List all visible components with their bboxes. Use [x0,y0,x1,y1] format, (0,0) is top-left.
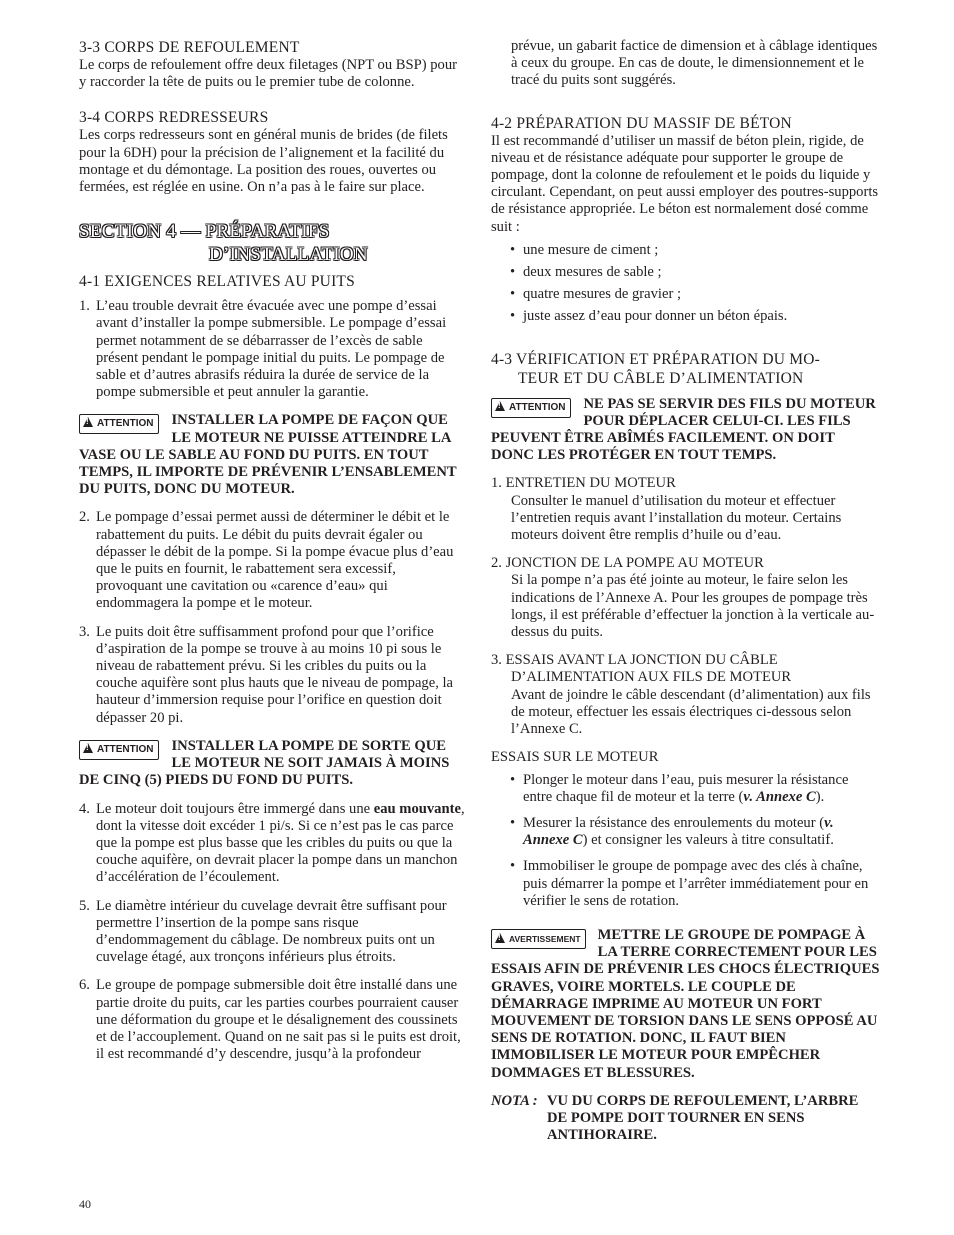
nota-text: VU DU CORPS DE REFOULEMENT, L’ARBRE DE POMPE DOIT TOURNER EN SENS ANTIHORAIRE. [547,1092,859,1144]
subsection-3-heading: 3. ESSAIS AVANT LA JONCTION DU CÂBLE D’ALIMENTATION AUX FILS DE MOTEUR [491,652,792,686]
section-3-3-text: Le corps de refoulement offre deux filetages (NPT ou BSP) pour y raccorder la tête de puits ou le premier tube de colonne. [79,57,457,91]
attention-badge: !ATTENTION [79,740,159,760]
attention-warning-2: !ATTENTION INSTALLER LA POMPE DE SORTE QUE LE MOTEUR NE SOIT JAMAIS À MOINS DE CINQ (5) PIEDS DU FOND DU PUITS. [79,738,465,790]
warning-triangle-icon [83,743,93,753]
left-column [79,38,465,1063]
list-item: 6. Le groupe de pompage submersible doit être installé dans une partie droite du puits, car les parties courbes pourraient causer une déformation du groupe et le désalignement des coussinets et de l’accouplement. Quand on ne sait pas si le puits est droit, il est recommandé d’y descendre, jusqu’à la profondeur [79,977,461,1063]
list-item: • quatre mesures de gravier ; [510,286,682,303]
section-3-4-text: Les corps redresseurs sont en général munis de brides (de filets pour la 6DH) pour la précision de l’alignement et la facilité du montage et du démontage. La position des roues, ouvertes ou fermées, est réglée en usine. On n’a pas à le faire sur place. [79,127,448,196]
subsection-2-text: Si la pompe n’a pas été jointe au moteur, le faire selon les indications de l’Annexe A. Pour les groupes de pompage très longs, il est préférable d’effectuer la jonction à la verticale au-dessus du puits. [511,572,875,641]
avertissement-badge: !AVERTISSEMENT [491,929,586,949]
subsection-3-text: Avant de joindre le câble descendant (d’alimentation) aux fils de moteur, effectuer les essais électriques ci-dessous selon l’Annexe C. [511,686,871,738]
subsection-1-text: Consulter le manuel d’utilisation du moteur et effectuer l’entretien requis avant l’installation du moteur. Certains moteurs doivent être remplis d’huile ou d’eau. [511,492,842,544]
section-4-2-title: 4-2 PRÉPARATION DU MASSIF DE BÉTON [491,114,792,132]
attention-warning-3: !ATTENTION NE PAS SE SERVIR DES FILS DU MOTEUR POUR DÉPLACER CELUI-CI. LES FILS PEUVENT ÊTRE ABÎMÉS FACILEMENT. ON DOIT DONC LES PROTÉGER EN TOUT TEMPS. [491,396,881,465]
warning-notice: !AVERTISSEMENT METTRE LE GROUPE DE POMPAGE À LA TERRE CORRECTEMENT POUR LES ESSAIS AFIN DE PRÉVENIR LES CHOCS ÉLECTRIQUES GRAVES, VOIRE MORTELS. LE COUPLE DE DÉMARRAGE IMPRIME AU MOTEUR UN FORT MOUVEMENT DE TORSION DANS LE SENS OPPOSÉ AU SENS DE ROTATION. DONC, IL FAUT BIEN IMMOBILISER LE MOTEUR POUR EMPÊCHER DOMMAGES ET BLESSURES. [491,927,881,1082]
subsection-1-heading: 1. ENTRETIEN DU MOTEUR [491,475,676,492]
subsection-2-heading: 2. JONCTION DE LA POMPE AU MOTEUR [491,555,764,572]
nota-label: NOTA : [491,1092,538,1109]
list-item: • Mesurer la résistance des enroulements du moteur (v. Annexe C) et consigner les valeurs à titre consultatif. [510,814,834,849]
warning-triangle-icon [495,401,505,411]
section-4-title [79,220,465,266]
list-item: • juste assez d’eau pour donner un béton épais. [510,308,788,325]
concrete-mix-list [491,242,881,326]
attention-badge: !ATTENTION [79,414,159,434]
list-item: 4. Le moteur doit toujours être immergé dans une eau mouvante, dont la vitesse doit excéder 1 pi/s. Si ce n’est pas le cas parce que la pompe est plus basse que les cribles du puits ou que la couche aquifère, on devrait placer la pompe dans un manchon d’accélération de l’écoulement. [79,800,465,886]
attention-warning-1: !ATTENTION INSTALLER LA POMPE DE FAÇON QUE LE MOTEUR NE PUISSE ATTEINDRE LA VASE OU LE SABLE AU FOND DU PUITS. EN TOUT TEMPS, IL IMPORTE DE PRÉVENIR L’ENSABLEMENT DU PUITS, DONC DU MOTEUR. [79,412,465,498]
list-item: 3. Le puits doit être suffisamment profond pour que l’orifice d’aspiration de la pompe se trouve à au moins 10 pi sous le niveau de rabattement prévu. Si les cribles du puits ou la couche aquifère sont plus hauts que le niveau de pompage, la hauteur d’immersion requise pour l’orifice en question doit dépasser 20 pi. [79,623,454,726]
section-4-title-line2: D’INSTALLATION [209,244,368,266]
list-item: 2. Le pompage d’essai permet aussi de déterminer le débit et le rabattement du puits. Le débit du puits devrait égaler ou dépasser le débit de la pompe. Si la pompe évacue plus d’eau que le puits en fournit, le rabattement sera excessif, provoquant une cavitation ou «carence d’eau» qui endommagera la pompe et le moteur. [79,509,454,612]
list-item: • deux mesures de sable ; [510,264,662,281]
continued-text: prévue, un gabarit factice de dimension et à câblage identiques à ceux du groupe. En cas de doute, le dimensionnement et le tracé du puits sont suggérés. [511,38,878,89]
list-item: • une mesure de ciment ; [510,241,659,258]
list-item: 1. L’eau trouble devrait être évacuée avec une pompe d’essai avant d’installer la pompe submersible. Le pompage d’essai permet notamment de se débarrasser de l’excès de sable présent pendant le pompage initial du puits. Le pompage de sable et d’autres abrasifs réduira la durée de service de la pompe submersible et peut annuler la garantie. [79,298,447,401]
section-3-3-title: 3-3 CORPS DE REFOULEMENT [79,39,300,56]
list-item: 5. Le diamètre intérieur du cuvelage devrait être suffisant pour permettre l’insertion de la pompe sans risque d’endommagement du câblage. De nombreux puits ont un cuvelage étagé, aux tronçons inférieurs plus étroits. [79,897,447,966]
section-4-1-title: 4-1 EXIGENCES RELATIVES AU PUITS [79,273,355,291]
section-4-title-line1: SECTION 4 — PRÉPARATIFS [79,221,330,243]
list-item: • Immobiliser le groupe de pompage avec des clés à chaîne, puis démarrer la pompe et l’arrêter immédiatement pour en vérifier le sens de rotation. [510,858,869,909]
motor-tests-list [491,772,881,910]
warning-triangle-icon [495,933,505,943]
nota-note [491,1093,881,1145]
section-3-4-title: 3-4 CORPS REDRESSEURS [79,109,269,127]
section-4-3-title: 4-3 VÉRIFICATION ET PRÉPARATION DU MO- TEUR ET DU CÂBLE D’ALIMENTATION [491,350,820,387]
section-4-2-text: Il est recommandé d’utiliser un massif de béton plein, rigide, de niveau et de résistance adéquate pour supporter le groupe de pompage, dont la colonne de refoulement et le poids du liquide y circulant. Cependant, on peut aussi employer des poutres-supports de résistance appropriée. Le béton est normalement dosé comme suit : [491,132,879,235]
list-item: • Plonger le moteur dans l’eau, puis mesurer la résistance entre chaque fil de moteur et la terre (v. Annexe C). [510,771,849,805]
motor-tests-heading: ESSAIS SUR LE MOTEUR [491,749,659,766]
attention-badge: !ATTENTION [491,398,571,418]
warning-triangle-icon [83,417,93,427]
right-column [491,38,881,1144]
page-number: 40 [79,1197,91,1211]
